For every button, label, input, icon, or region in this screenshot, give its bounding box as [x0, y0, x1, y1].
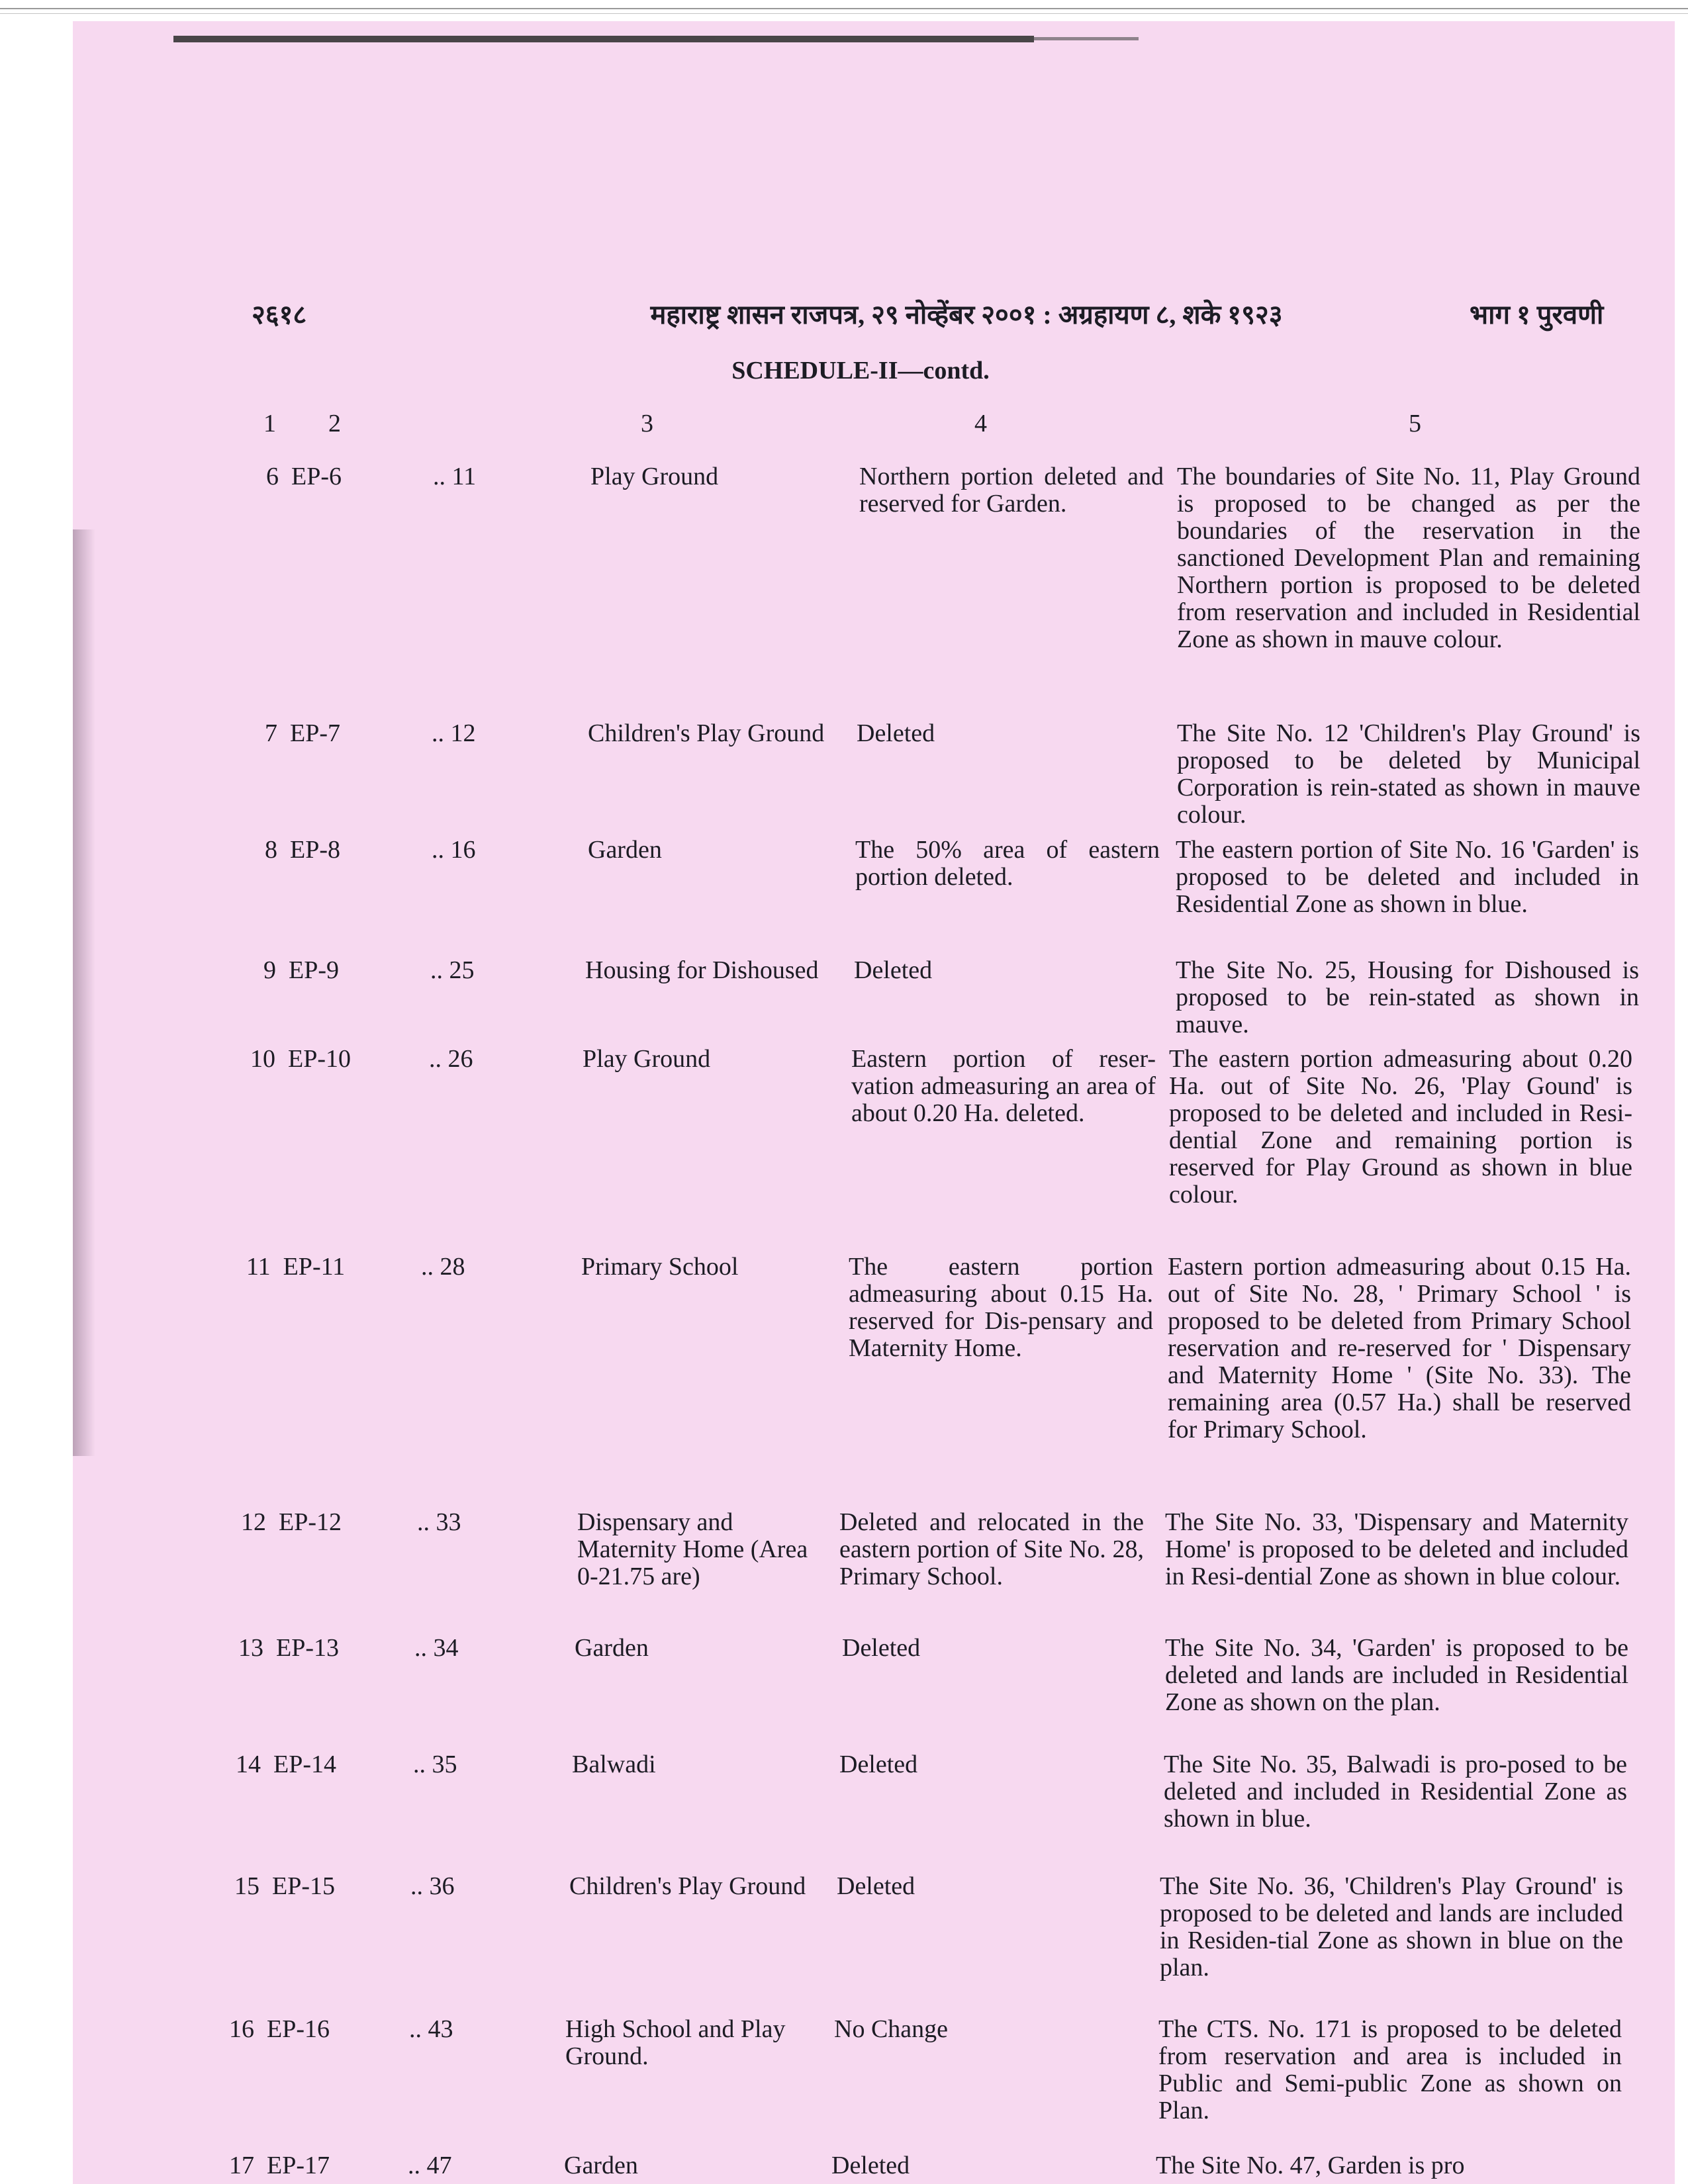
binding-shadow	[73, 529, 95, 1456]
row-number: 17 EP-17	[229, 2152, 330, 2179]
row-number: 7 EP-7	[265, 719, 340, 747]
site-purpose: Balwadi	[572, 1751, 656, 1778]
site-purpose: Play Ground	[590, 463, 719, 490]
change-description: No Change	[834, 2015, 949, 2043]
row-number: 15 EP-15	[234, 1872, 335, 1900]
site-number: .. 34	[414, 1634, 459, 1662]
column-number-5: 5	[1409, 410, 1421, 437]
schedule-title: SCHEDULE-II—contd.	[731, 357, 990, 385]
table-row	[0, 2152, 1688, 2184]
row-number: 10 EP-10	[250, 1045, 351, 1073]
change-description: Deleted	[831, 2152, 910, 2179]
remarks-text: The boundaries of Site No. 11, Play Ground is proposed to be changed as per the boundaries of the reservation in the sanctioned Development Plan and remaining Northern portion is proposed to be deleted from reservation and included in Residential Zone as shown in mauve colour.	[1177, 463, 1640, 653]
site-purpose: Play Ground	[583, 1045, 711, 1073]
remarks-text: The Site No. 33, 'Dispensary and Maternity Home' is proposed to be deleted and included in Resi-dential Zone as shown in blue colour.	[1165, 1508, 1628, 1590]
change-description: Deleted	[839, 1751, 918, 1778]
change-description: Deleted	[837, 1872, 915, 1900]
site-purpose: Garden	[575, 1634, 649, 1662]
remarks-text: The Site No. 12 'Children's Play Ground' is proposed to be deleted by Municipal Corporation is rein-stated as shown in mauve colour.	[1177, 719, 1640, 829]
change-description: Deleted	[854, 956, 933, 984]
row-number: 16 EP-16	[229, 2015, 330, 2043]
change-description: Deleted and relocated in the eastern portion of Site No. 28, Primary School.	[839, 1508, 1144, 1590]
page-number: २६१८	[252, 300, 307, 330]
remarks-text: The Site No. 47, Garden is pro	[1156, 2152, 1465, 2179]
site-number: .. 25	[430, 956, 475, 984]
change-description: The 50% area of eastern portion deleted.	[855, 836, 1160, 891]
site-number: .. 47	[408, 2152, 452, 2179]
site-purpose: Garden	[588, 836, 662, 864]
remarks-text: The eastern portion admeasuring about 0.20 Ha. out of Site No. 26, 'Play Gound' is proposed to be deleted and included in Resi-dential Zone and remaining portion is reserved for Play Ground as shown in blue colour.	[1169, 1045, 1632, 1208]
site-purpose: Children's Play Ground	[588, 719, 825, 747]
column-number-4: 4	[974, 410, 987, 437]
remarks-text: The eastern portion of Site No. 16 'Garden' is proposed to be deleted and included in Residential Zone as shown in blue.	[1176, 836, 1639, 918]
gazette-title: महाराष्ट्र शासन राजपत्र, २९ नोव्हेंबर २००१ : अग्रहायण ८, शके १९२३	[650, 300, 1283, 330]
row-number: 9 EP-9	[263, 956, 339, 984]
change-description: The eastern portion admeasuring about 0.15 Ha. reserved for Dis-pensary and Maternity Home.	[849, 1253, 1153, 1362]
remarks-text: Eastern portion admeasuring about 0.15 Ha. out of Site No. 28, ' Primary School ' is proposed to be deleted from Primary School reservation and re-reserved for ' Dispensary and Maternity Home ' (Site No. 33). The remaining area (0.57 Ha.) shall be reserved for Primary School.	[1168, 1253, 1631, 1443]
site-purpose: Garden	[564, 2152, 638, 2179]
gazette-part: भाग १ पुरवणी	[1470, 300, 1604, 330]
column-number-3: 3	[641, 410, 653, 437]
site-purpose: Dispensary and Maternity Home (Area 0-21.75 are)	[577, 1508, 808, 1590]
column-number-2: 2	[328, 410, 341, 437]
change-description: Deleted	[842, 1634, 921, 1662]
site-number: .. 33	[417, 1508, 461, 1536]
site-number: .. 28	[421, 1253, 465, 1281]
site-purpose: Housing for Dishoused	[585, 956, 819, 984]
change-description: Deleted	[857, 719, 935, 747]
remarks-text: The Site No. 25, Housing for Dishoused is proposed to be rein-stated as shown in mauve.	[1176, 956, 1639, 1038]
remarks-text: The CTS. No. 171 is proposed to be deleted from reservation and area is included in Public and Semi-public Zone as shown on Plan.	[1158, 2015, 1622, 2124]
site-number: .. 26	[429, 1045, 473, 1073]
row-number: 11 EP-11	[246, 1253, 346, 1281]
column-number-1: 1	[263, 410, 276, 437]
site-purpose: Children's Play Ground	[569, 1872, 806, 1900]
site-purpose: Primary School	[581, 1253, 739, 1281]
change-description: Northern portion deleted and reserved for Garden.	[859, 463, 1164, 518]
site-number: .. 11	[433, 463, 477, 490]
site-number: .. 43	[409, 2015, 453, 2043]
top-rule-thin	[0, 13, 1688, 14]
site-number: .. 12	[432, 719, 476, 747]
row-number: 6 EP-6	[266, 463, 342, 490]
row-number: 13 EP-13	[238, 1634, 339, 1662]
site-number: .. 36	[410, 1872, 455, 1900]
row-number: 14 EP-14	[236, 1751, 336, 1778]
remarks-text: The Site No. 34, 'Garden' is proposed to be deleted and lands are included in Residential Zone as shown on the plan.	[1165, 1634, 1628, 1716]
change-description: Eastern portion of reser-vation admeasuring an area of about 0.20 Ha. deleted.	[851, 1045, 1156, 1127]
row-number: 8 EP-8	[265, 836, 340, 864]
remarks-text: The Site No. 36, 'Children's Play Ground' is proposed to be deleted and lands are included in Residen-tial Zone as shown in blue on the plan.	[1160, 1872, 1623, 1981]
site-number: .. 16	[432, 836, 476, 864]
site-number: .. 35	[413, 1751, 457, 1778]
row-number: 12 EP-12	[241, 1508, 342, 1536]
top-rule	[0, 8, 1688, 9]
remarks-text: The Site No. 35, Balwadi is pro-posed to be deleted and included in Residential Zone as shown in blue.	[1164, 1751, 1627, 1833]
site-purpose: High School and Play Ground.	[565, 2015, 786, 2070]
page-edge-mark-faint	[715, 37, 1139, 40]
